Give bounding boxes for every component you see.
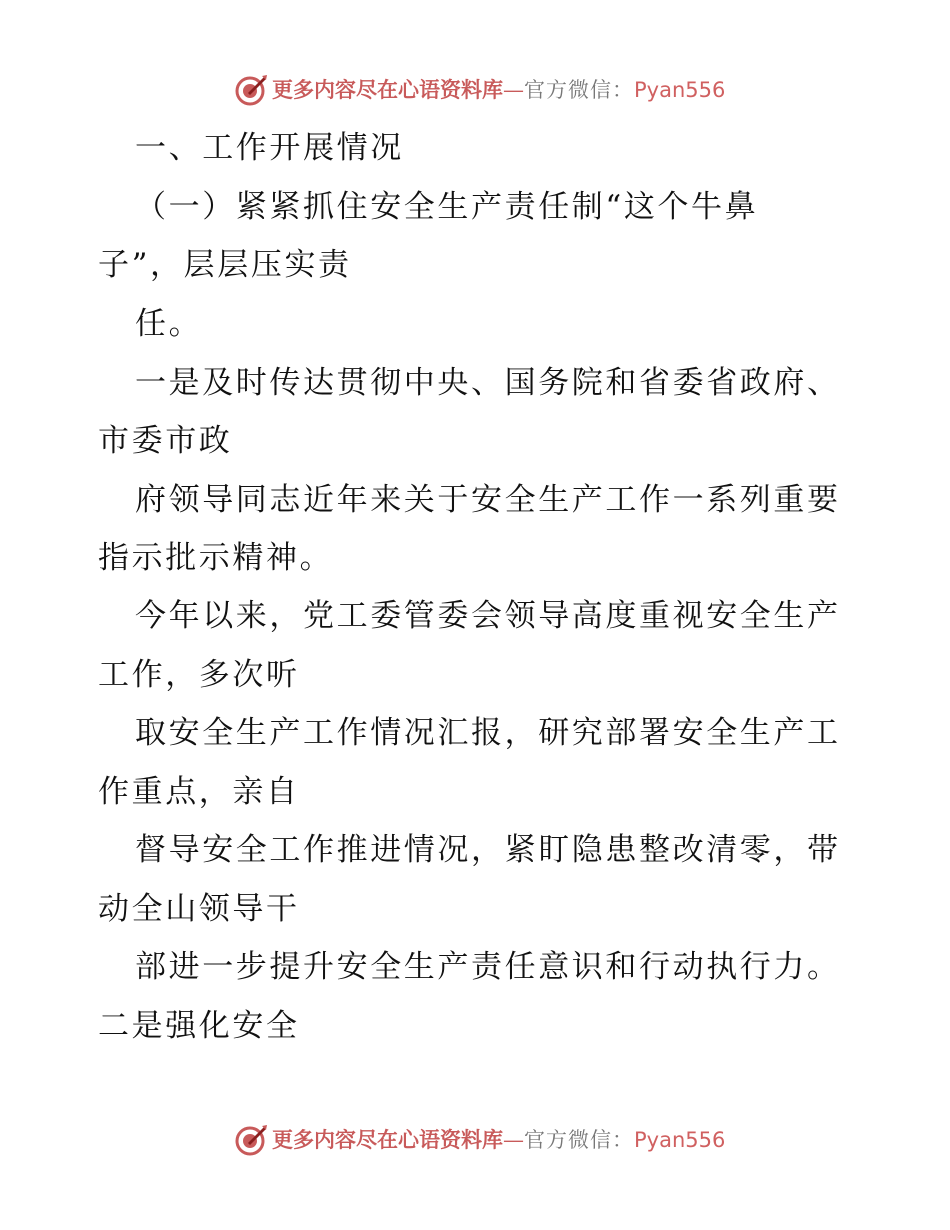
text-line: 子”，层层压实责 bbox=[98, 247, 352, 283]
pen-logo-icon bbox=[234, 1123, 268, 1157]
watermark-label: 官方微信： bbox=[524, 78, 634, 102]
watermark-id: Pyan556 bbox=[634, 1128, 726, 1152]
text-line: 二是强化安全 bbox=[98, 1008, 300, 1044]
watermark-id: Pyan556 bbox=[634, 78, 726, 102]
text-line: 部进一步提升安全生产责任意识和行动执行力。 bbox=[135, 949, 841, 985]
watermark-text bbox=[272, 1128, 725, 1152]
text-line: 工作，多次听 bbox=[98, 657, 300, 693]
subsection-heading: （一）紧紧抓住安全生产责任制“这个牛鼻 bbox=[135, 189, 759, 225]
watermark-title: 更多内容尽在心语资料库 bbox=[272, 77, 503, 102]
text-line: 今年以来，党工委管委会领导高度重视安全生产 bbox=[135, 598, 841, 634]
text-line: 作重点，亲自 bbox=[98, 774, 300, 810]
section-heading: 一、工作开展情况 bbox=[135, 130, 404, 166]
text-line: 任。 bbox=[135, 306, 203, 342]
header-watermark bbox=[0, 70, 950, 110]
text-line: 动全山领导干 bbox=[98, 891, 300, 927]
watermark-dash: — bbox=[503, 78, 524, 102]
text-line: 一是及时传达贯彻中央、国务院和省委省政府、 bbox=[135, 365, 841, 401]
watermark-title: 更多内容尽在心语资料库 bbox=[272, 1127, 503, 1152]
watermark-dash: — bbox=[503, 1128, 524, 1152]
watermark-label: 官方微信： bbox=[524, 1128, 634, 1152]
text-line: 指示批示精神。 bbox=[98, 540, 334, 576]
watermark-text bbox=[272, 78, 725, 102]
text-line: 市委市政 bbox=[98, 423, 233, 459]
text-line: 取安全生产工作情况汇报，研究部署安全生产工 bbox=[135, 715, 841, 751]
footer-watermark bbox=[0, 1120, 950, 1160]
text-line: 府领导同志近年来关于安全生产工作一系列重要 bbox=[135, 482, 841, 518]
text-line: 督导安全工作推进情况，紧盯隐患整改清零，带 bbox=[135, 832, 841, 868]
pen-logo-icon bbox=[234, 73, 268, 107]
